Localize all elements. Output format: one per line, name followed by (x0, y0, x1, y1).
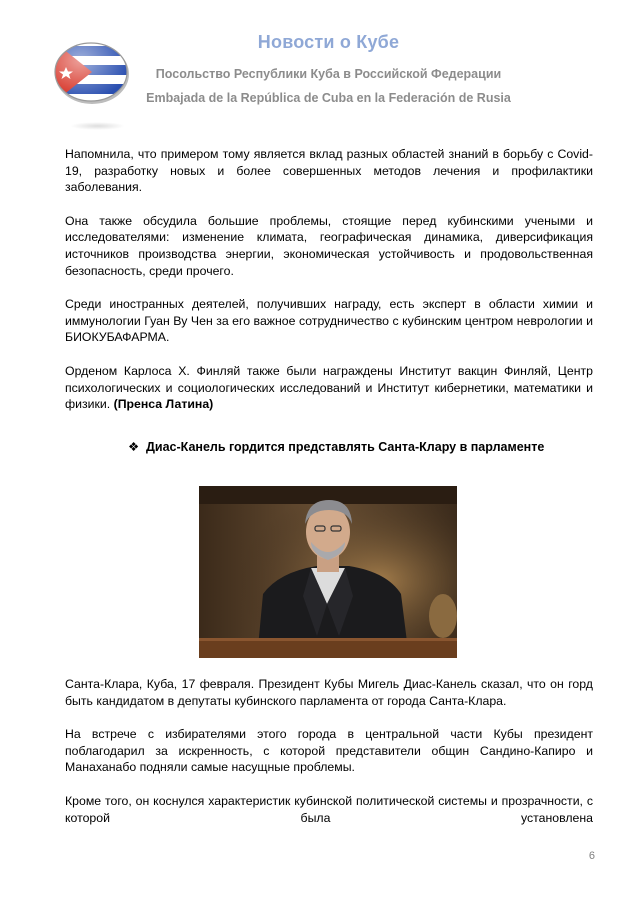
diamond-bullet-icon: ❖ (128, 440, 140, 454)
masthead-embassy-es: Embajada de la República de Cuba en la Federación de Rusia (146, 91, 511, 105)
paragraph: На встрече с избирателями этого города в центральной части Кубы президент поблагодарил за искренность, с которой представители общин Сандино-Капиро и Манаханабо подняли самые насущные проблемы. (65, 727, 593, 775)
paragraph-text: Орденом Карлоса Х. Финляй также были награждены Институт вакцин Финляй, Центр психологических и социологических исследований и Институт кибернетики, математики и физики. (65, 363, 593, 412)
paragraph-with-source (65, 363, 593, 413)
page-number: 6 (588, 850, 595, 862)
article-photo (199, 486, 457, 658)
paragraph: Среди иностранных деятелей, получивших награду, есть эксперт в области химии и иммунологии Гуан Ву Чен за его важное сотрудничество с кубинским центром неврологии и БИОКУБАФАРМА. (65, 297, 593, 345)
masthead-embassy-ru: Посольство Республики Куба в Российской Федерации (155, 67, 502, 81)
article-headline (128, 439, 544, 454)
article-body (65, 676, 593, 826)
headline-text: Диас-Канель гордится представлять Санта-Клару в парламенте (146, 440, 545, 454)
paragraph: Она также обсудила большие проблемы, стоящие перед кубинскими учеными и исследователями: изменение климата, географическая динамика, диверсификация источников производства энергии, экономическая устойчивость и продовольственная безопасность, среди прочего. (65, 213, 593, 278)
scan-smudge (70, 122, 125, 130)
paragraph: Напомнила, что примером тому является вклад разных областей знаний в борьбу с Covid-19, разработку новых и более совершенных методов лечения и профилактики заболевания. (65, 147, 593, 195)
masthead-title: Новости о Кубе (257, 32, 400, 52)
paragraph: Кроме того, он коснулся характеристик кубинской политической системы и прозрачности, с которой была установлена (65, 793, 593, 825)
article-continuation (65, 146, 593, 413)
source-credit: (Пренса Латина) (113, 397, 214, 412)
paragraph: Санта-Клара, Куба, 17 февраля. Президент Кубы Мигель Диас-Канель сказал, что он горд быть кандидатом в депутаты кубинского парламента от города Санта-Клара. (65, 677, 593, 708)
